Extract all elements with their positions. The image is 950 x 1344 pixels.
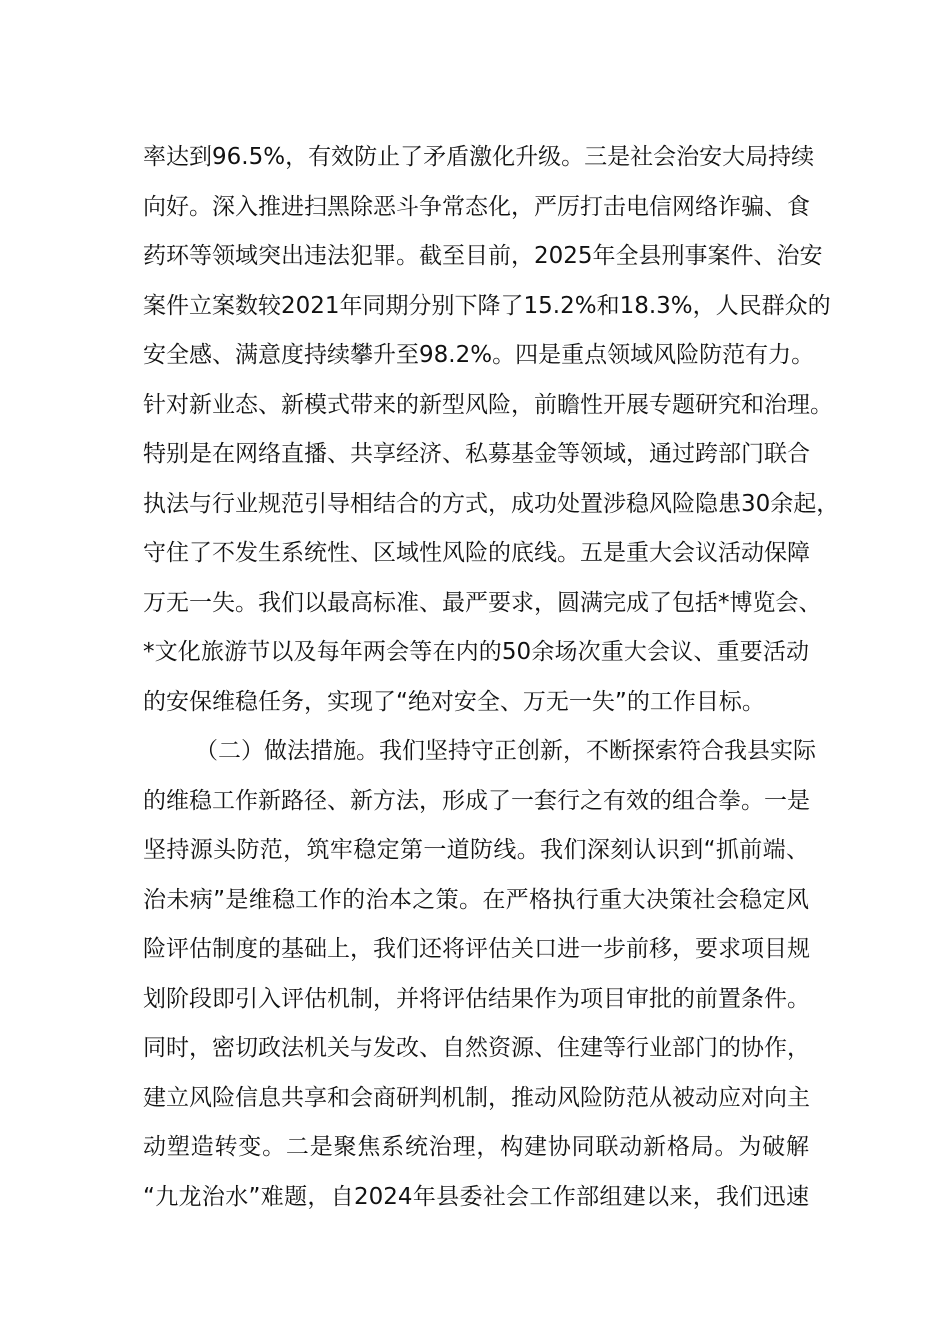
- paragraph-achievements: [143, 133, 840, 727]
- text-line: 同时，密切政法机关与发改、自然资源、住建等行业部门的协作，: [143, 1035, 810, 1061]
- text-line: 向好。深入推进扫黑除恶斗争常态化，严厉打击电信网络诈骗、食: [143, 193, 810, 220]
- text-line: 险评估制度的基础上，我们还将评估关口进一步前移，要求项目规: [143, 936, 810, 962]
- text-line: 守住了不发生系统性、区域性风险的底线。五是重大会议活动保障: [143, 540, 810, 566]
- section-heading-line: （二）做法措施。我们坚持守正创新，不断探索符合我县实际: [195, 738, 816, 764]
- text-line: 动塑造转变。二是聚焦系统治理，构建协同联动新格局。为破解: [143, 1134, 809, 1160]
- text-line: “九龙治水”难题，自2024年县委社会工作部组建以来，我们迅速: [143, 1183, 809, 1210]
- text-line: 的维稳工作新路径、新方法，形成了一套行之有效的组合拳。一是: [143, 787, 810, 814]
- text-line: 执法与行业规范引导相结合的方式，成功处置涉稳风险隐患30余起，: [143, 490, 840, 517]
- text-line: 药环等领域突出违法犯罪。截至目前，2025年全县刑事案件、治安: [143, 243, 823, 269]
- text-line: 率达到96.5%，有效防止了矛盾激化升级。三是社会治安大局持续: [143, 144, 815, 170]
- text-line: 特别是在网络直播、共享经济、私募基金等领域，通过跨部门联合: [143, 441, 810, 467]
- text-line: 划阶段即引入评估机制，并将评估结果作为项目审批的前置条件。: [143, 985, 810, 1012]
- paragraph-measures: [143, 727, 816, 1222]
- text-line: 针对新业态、新模式带来的新型风险，前瞻性开展专题研究和治理。: [143, 391, 833, 418]
- text-line: 治未病”是维稳工作的治本之策。在严格执行重大决策社会稳定风: [143, 886, 809, 913]
- text-line: 的安保维稳任务，实现了“绝对安全、万无一失”的工作目标。: [143, 688, 765, 715]
- text-line: *文化旅游节以及每年两会等在内的50余场次重大会议、重要活动: [143, 639, 809, 665]
- text-line: 案件立案数较2021年同期分别下降了15.2%和18.3%，人民群众的: [143, 292, 831, 319]
- text-line: 安全感、满意度持续攀升至98.2%。四是重点领域风险防范有力。: [143, 342, 815, 368]
- document-body: [143, 133, 840, 1222]
- text-line: 建立风险信息共享和会商研判机制，推动风险防范从被动应对向主: [143, 1084, 810, 1111]
- text-line: 万无一失。我们以最高标准、最严要求，圆满完成了包括*博览会、: [143, 589, 822, 616]
- text-line: 坚持源头防范，筑牢稳定第一道防线。我们深刻认识到“抓前端、: [143, 837, 809, 863]
